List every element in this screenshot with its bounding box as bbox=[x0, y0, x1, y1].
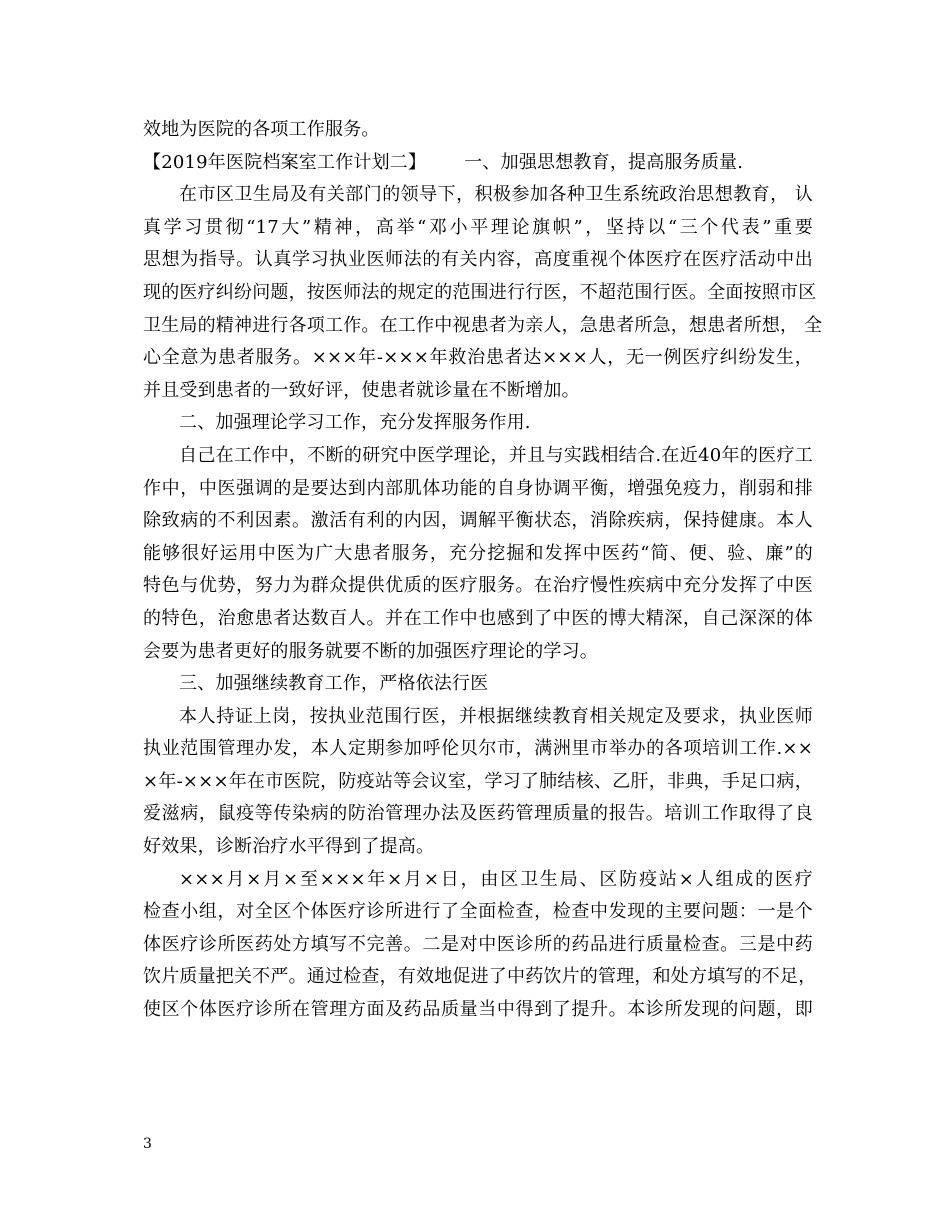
text-line: 特色与优势，努力为群众提供优质的医疗服务。在治疗慢性疾病中充分发挥了中医 bbox=[143, 575, 813, 597]
page-number: 3 bbox=[143, 1136, 152, 1152]
text-line: 检查小组，对全区个体医疗诊所进行了全面检查，检查中发现的主要问题：一是个 bbox=[143, 901, 813, 923]
text-line: 二、加强理论学习工作，充分发挥服务作用. bbox=[179, 412, 531, 434]
plan-title: 【2019年医院档案室工作计划二】 bbox=[143, 151, 427, 173]
text-line: 爱滋病，鼠疫等传染病的防治管理办法及医药管理质量的报告。培训工作取得了良 bbox=[143, 803, 813, 825]
section-heading: 一、加强思想教育，提高服务质量. bbox=[464, 151, 744, 173]
text-line: ×××月×月×至×××年×月×日，由区卫生局、区防疫站×人组成的医疗 bbox=[179, 868, 813, 890]
text-line: 现的医疗纠纷问题，按医师法的规定的范围进行行医，不超范围行医。全面按照市区 bbox=[143, 281, 817, 303]
text-line: 心全意为患者服务。×××年-×××年救治患者达×××人，无一例医疗纠纷发生， bbox=[143, 347, 813, 369]
text-line: 作中，中医强调的是要达到内部肌体功能的自身协调平衡，增强免疫力，削弱和排 bbox=[143, 477, 813, 499]
text-line: 除致病的不利因素。激活有利的内因，调解平衡状态，消除疾病，保持健康。本人 bbox=[143, 510, 813, 532]
text-line: 能够很好运用中医为广大患者服务，充分挖掘和发挥中医药“简、便、验、廉”的 bbox=[143, 542, 813, 564]
text-line: 饮片质量把关不严。通过检查，有效地促进了中药饮片的管理，和处方填写的不足， bbox=[143, 966, 817, 988]
text-line: 三、加强继续教育工作，严格依法行医 bbox=[179, 673, 489, 695]
text-line: 本人持证上岗，按执业范围行医，并根据继续教育相关规定及要求，执业医师 bbox=[179, 705, 813, 727]
document-body bbox=[143, 114, 823, 1027]
text-line: 的特色，治愈患者达数百人。并在工作中也感到了中医的博大精深，自己深深的体 bbox=[143, 607, 813, 629]
text-line: 真学习贯彻“17大”精神，高举“邓小平理论旗帜”，坚持以“三个代表”重要 bbox=[143, 216, 813, 238]
text-line: 效地为医院的各项工作服务。 bbox=[143, 119, 380, 140]
text-line: 执业范围管理办发，本人定期参加呼伦贝尔市，满洲里市举办的各项培训工作.×× bbox=[143, 738, 813, 760]
text-line: 在市区卫生局及有关部门的领导下，积极参加各种卫生系统政治思想教育， 认 bbox=[179, 184, 813, 206]
text-line: 体医疗诊所医药处方填写不完善。二是对中医诊所的药品进行质量检查。三是中药 bbox=[143, 933, 813, 955]
plan-heading-line bbox=[143, 147, 813, 180]
text-line: 会要为患者更好的服务就要不断的加强医疗理论的学习。 bbox=[143, 640, 598, 662]
text-line: 自己在工作中，不断的研究中医学理论，并且与实践相结合.在近40年的医疗工 bbox=[179, 444, 813, 466]
text-line: 卫生局的精神进行各项工作。在工作中视患者为亲人，急患者所急，想患者所想， 全 bbox=[143, 314, 823, 336]
text-line: 思想为指导。认真学习执业医师法的有关内容，高度重视个体医疗在医疗活动中出 bbox=[143, 249, 813, 271]
text-line: 好效果，诊断治疗水平得到了提高。 bbox=[143, 836, 435, 858]
text-line: 使区个体医疗诊所在管理方面及药品质量当中得到了提升。本诊所发现的问题，即 bbox=[143, 999, 813, 1021]
text-line: ×年-×××年在市医院，防疫站等会议室，学习了肺结核、乙肝，非典，手足口病， bbox=[143, 770, 813, 792]
text-line: 并且受到患者的一致好评，使患者就诊量在不断增加。 bbox=[143, 379, 580, 401]
